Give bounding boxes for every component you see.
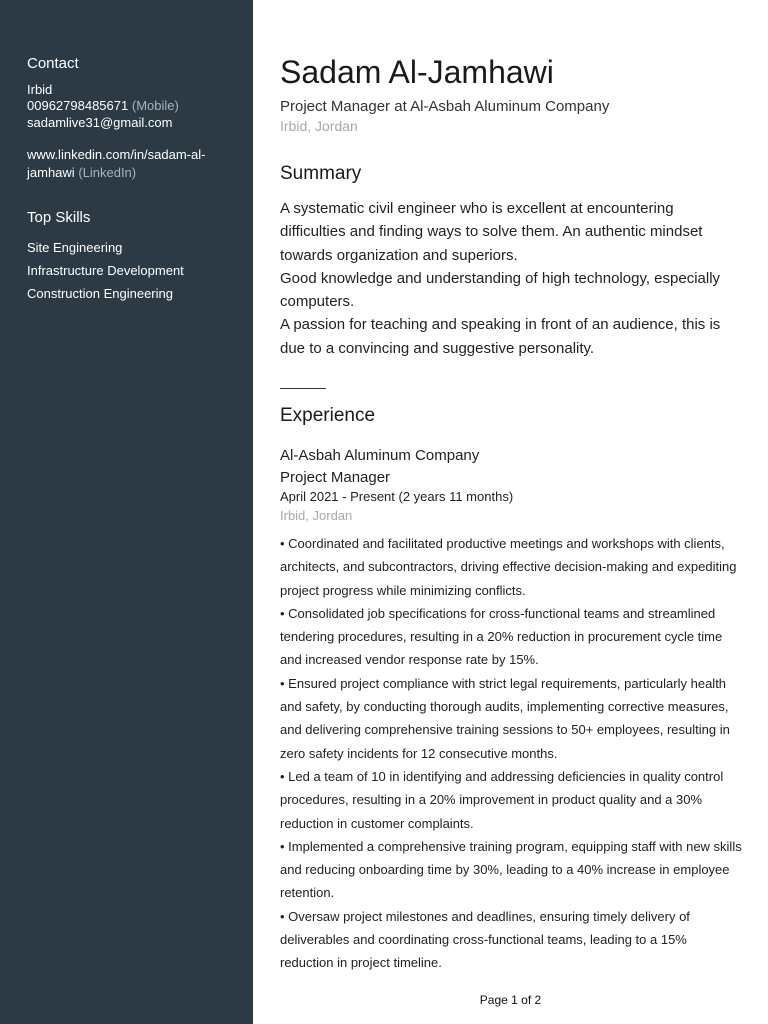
experience-bullet: • Coordinated and facilitated productive meetings and workshops with clients, architects, and subcontractors, driving effective decision-making and expediting project progress while minimizing conflicts. bbox=[280, 536, 737, 598]
summary-paragraph: A systematic civil engineer who is excellent at encountering difficulties and finding ways to solve them. An authentic mindset towards organization and superiors. bbox=[280, 200, 703, 264]
experience-heading: Experience bbox=[280, 405, 376, 426]
skill-item: Construction Engineering bbox=[27, 286, 173, 301]
contact-linkedin-url[interactable]: www.linkedin.com/in/sadam-al- bbox=[27, 147, 206, 162]
contact-email[interactable]: sadamlive31@gmail.com bbox=[27, 115, 173, 130]
headline: Project Manager at Al-Asbah Aluminum Company bbox=[280, 98, 610, 115]
page-number: Page 1 of 2 bbox=[479, 993, 542, 1007]
skills-list bbox=[27, 236, 184, 305]
experience-bullets bbox=[280, 532, 742, 975]
experience-bullet: • Consolidated job specifications for cross-functional teams and streamlined tendering procedures, resulting in a 20% reduction in procurement cycle time and increased vendor response rate by 15%. bbox=[280, 605, 723, 668]
experience-company: Al-Asbah Aluminum Company bbox=[280, 447, 480, 464]
experience-bullet: • Implemented a comprehensive training program, equipping staff with new skills and reducing onboarding time by 30%, leading to a 40% increase in employee retention. bbox=[280, 838, 742, 901]
skill-item: Infrastructure Development bbox=[27, 263, 184, 278]
contact-heading: Contact bbox=[27, 55, 79, 72]
summary-text bbox=[280, 197, 740, 360]
contact-city: Irbid bbox=[27, 82, 53, 97]
contact-phone-line bbox=[27, 98, 179, 114]
contact-phone[interactable]: 00962798485671 bbox=[27, 98, 129, 113]
experience-dates: April 2021 - Present (2 years 11 months) bbox=[280, 489, 514, 504]
contact-linkedin-label: (LinkedIn) bbox=[78, 165, 137, 180]
experience-bullet: • Ensured project compliance with strict legal requirements, particularly health and safety, by conducting thorough audits, implementing corrective measures, and delivering comprehensive training sessions to 50+ employees, resulting in zero safety incidents for 12 consecutive months. bbox=[280, 675, 730, 761]
section-divider bbox=[280, 388, 326, 389]
skill-item: Site Engineering bbox=[27, 240, 123, 255]
summary-heading: Summary bbox=[280, 163, 362, 184]
summary-paragraph: A passion for teaching and speaking in front of an audience, this is due to a convincing and suggestive personality. bbox=[280, 316, 721, 357]
experience-location: Irbid, Jordan bbox=[280, 508, 353, 523]
sidebar bbox=[0, 0, 253, 1024]
experience-role: Project Manager bbox=[280, 469, 391, 486]
header-location: Irbid, Jordan bbox=[280, 118, 358, 134]
contact-phone-label: (Mobile) bbox=[131, 98, 179, 113]
summary-paragraph: Good knowledge and understanding of high technology, especially computers. bbox=[280, 269, 721, 311]
top-skills-heading: Top Skills bbox=[27, 209, 91, 226]
experience-bullet: • Led a team of 10 in identifying and addressing deficiencies in quality control procedures, resulting in a 20% improvement in product quality and a 30% reduction in customer complaints. bbox=[280, 768, 724, 831]
contact-linkedin-line bbox=[27, 165, 136, 181]
experience-bullet: • Oversaw project milestones and deadlines, ensuring timely delivery of deliverables and coordinating cross-functional teams, leading to a 15% reduction in project timeline. bbox=[280, 908, 690, 971]
contact-linkedin-url-cont[interactable]: jamhawi bbox=[27, 165, 75, 180]
candidate-name: Sadam Al-Jamhawi bbox=[280, 54, 554, 90]
